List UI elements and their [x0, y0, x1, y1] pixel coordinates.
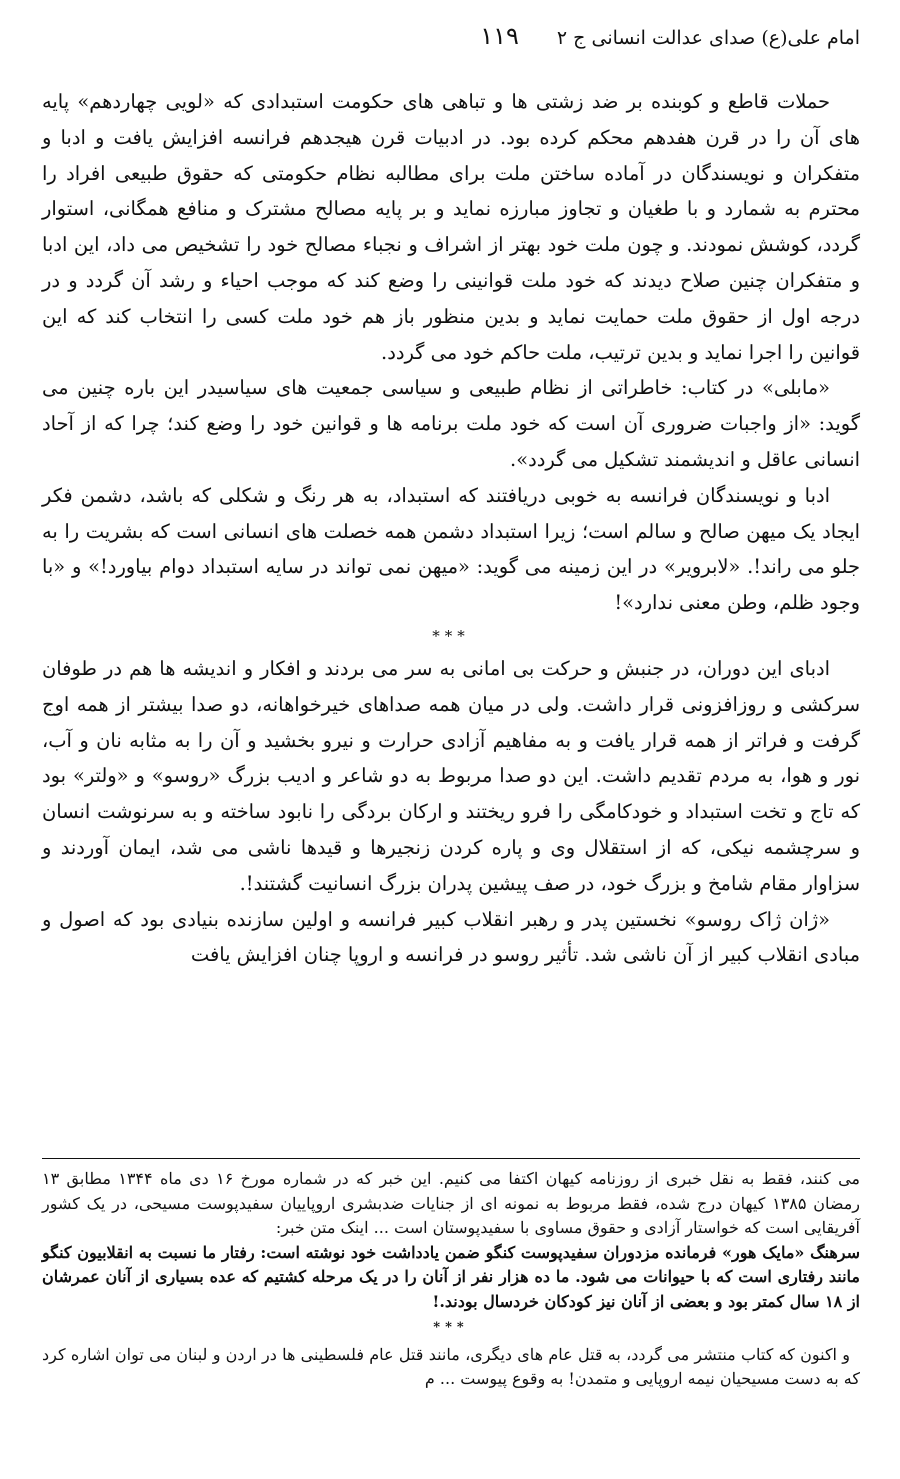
section-divider: ***: [432, 626, 470, 645]
footnote-rule: [42, 1158, 860, 1159]
footnote-quote: سرهنگ «مایک هور» فرمانده مزدوران سفیدپوست کنگو ضمن یادداشت خود نوشته است: رفتار ما نسبت به انقلابیون کنگو مانند رفتاری است که با حیوانات می شود. ما ده هزار نفر از آنان را در یک مرحله کشتیم که عده بسیاری از آنان عمرشان از ۱۸ سال کمتر بود و بعضی از آنان نیز کودکان خردسال بودند.!: [42, 1242, 860, 1311]
page-number: ۱۱۹: [480, 22, 519, 50]
paragraph-2: «مابلی» در کتاب: خاطراتی از نظام طبیعی و سیاسی جمعیت های سیاسیدر این باره چنین می گوید: «از واجبات ضروری آن است که خود ملت برنامه ها و قوانین خود را وضع کند؛ چرا که از آحاد انسانی عاقل و اندیشمند تشکیل می گردد».: [42, 376, 860, 471]
paragraph-5: «ژان ژاک روسو» نخستین پدر و رهبر انقلاب کبیر فرانسه و اولین سازنده بنیادی بود که اصول و مبادی انقلاب کبیر از آن ناشی شد. تأثیر روسو در فرانسه و اروپا چنان افزایش یافت: [42, 907, 860, 967]
running-header: [42, 22, 860, 80]
paragraph-3: ادبا و نویسندگان فرانسه به خوبی دریافتند که استبداد، به هر رنگ و شکلی که باشد، دشمن فکر ایجاد یک میهن صالح و سالم است؛ زیرا استبداد دشمن همه خصلت های انسانی است که بشریت را به جلو می راند!. «لابرویر» در این زمینه می گوید: «میهن نمی تواند در سایه استبداد دوام بیاورد!» و «با وجود ظلم، وطن معنی ندارد»!: [42, 483, 860, 615]
paragraph-4: ادبای این دوران، در جنبش و حرکت بی امانی به سر می بردند و افکار و اندیشه ها هم در طوفان سرکشی و روزافزونی قرار داشت. ولی در میان همه صداهای خیرخواهانه، دو صدا بیشتر از همه اوج گرفت و فراتر از همه قرار یافت و به مفاهیم آزادی حرارت و نیرو بخشید و آن را به مثابه نان و آب، نور و هوا، به مردم تقدیم داشت. این دو صدا مربوط به دو شاعر و ادیب بزرگ «روسو» و «ولتر» بود که تاج و تخت استبداد و خودکامگی را فرو ریختند و ارکان بردگی را نابود ساخته و به سرنوشت انسان و سرچشمه نیکی، که از استقلال وی و پاره کردن زنجیرها و قیدها ناشی می شد، ایمان آوردند و سزاوار مقام شامخ و بزرگ خود، در صف پیشین پدران بزرگ انسانیت گشتند!.: [42, 656, 860, 895]
footnote-translator: و اکنون که کتاب منتشر می گردد، به قتل عام های دیگری، مانند قتل عام فلسطینی ها در اردن و لبنان می توان اشاره کرد که به دست مسیحیان نیمه اروپایی و متمدن! به وقوع پیوست ... م: [42, 1344, 860, 1389]
paragraph-1: حملات قاطع و کوبنده بر ضد زشتی ها و تباهی های حکومت استبدادی که «لویی چهاردهم» پایه های آن را در قرن هفدهم محکم کرده بود. در ادبیات قرن هیجدهم فرانسه افزایش یافت و ادبا و متفکران و نویسندگان در آماده ساختن ملت برای مطالبه نظام حکومتی که حقوق طبیعی افراد را محترم به شمارد و با طغیان و تجاوز مبارزه نماید و بر پایه مصالح مشترک و منافع همگانی، استوار گردد، کوشش نمودند. و چون ملت خود بهتر از اشراف و نجباء مصالح خود را تشخیص می داد، این ادبا و متفکران چنین صلاح دیدند که خود ملت قوانینی را وضع کند که موجب احیاء و رشد آن گردد و در درجه اول از حقوق ملت حمایت نماید و بدین منظور باز هم خود ملت کسی را انتخاب کند که این قوانین را اجرا نماید و بدین ترتیب، ملت حاکم خود می گردد.: [42, 90, 860, 364]
footnote-1: می کنند، فقط به نقل خبری از روزنامه کیهان اکتفا می کنیم. این خبر که در شماره مورخ ۱۶ دی ماه ۱۳۴۴ مطابق ۱۳ رمضان ۱۳۸۵ کیهان درج شده، فقط مربوط به نمونه ای از جنایات ضدبشری اروپاییان سفیدپوست مسیحی، در یک کشور آفریقایی است که خواستار آزادی و حقوق مساوی با سفیدپوستان است ... اینک متن خبر:: [42, 1169, 861, 1238]
footnote-divider: ***: [433, 1319, 469, 1335]
footnotes: [42, 1158, 860, 1392]
header-title: امام علی(ع) صدای عدالت انسانی ج ۲: [556, 27, 860, 49]
main-text: [42, 84, 860, 973]
